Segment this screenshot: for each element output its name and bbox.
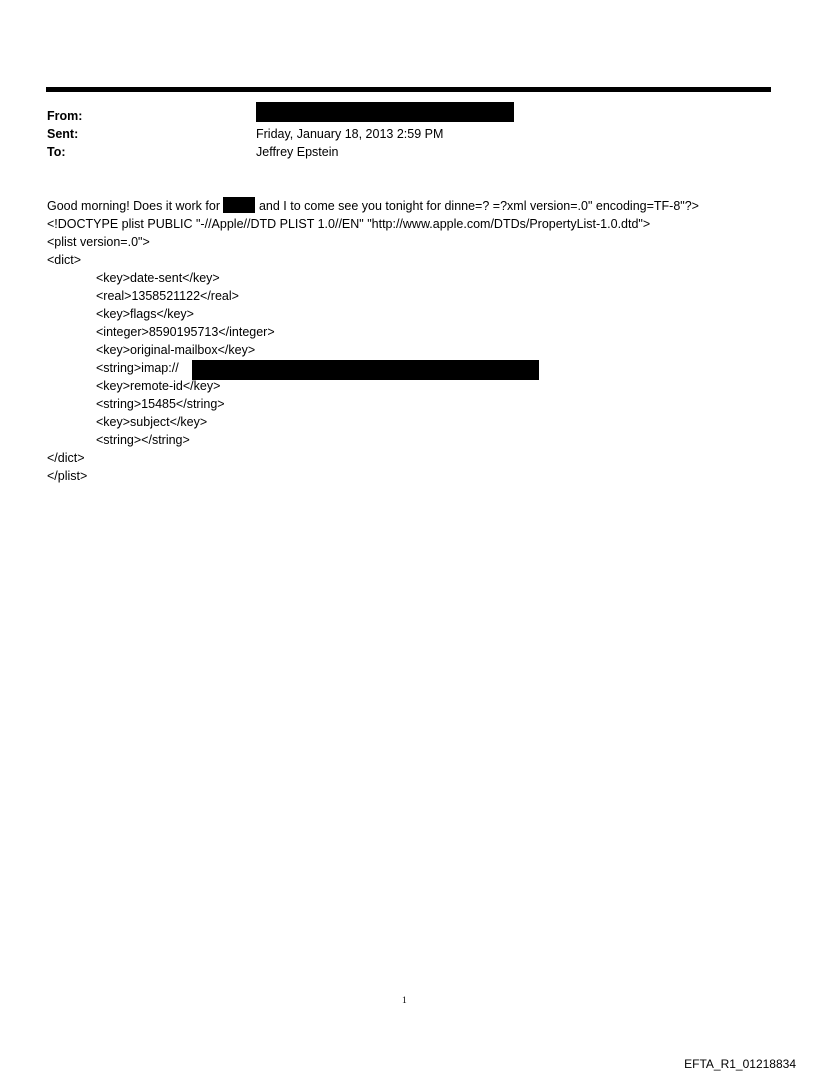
plist-line: <real>1358521122</real> xyxy=(96,289,239,303)
body-line-dict-open: <dict> xyxy=(47,253,82,267)
sent-value: Friday, January 18, 2013 2:59 PM xyxy=(256,127,444,141)
plist-line-mailbox xyxy=(96,359,179,377)
body-line-plist-open: <plist version=.0"> xyxy=(47,235,150,249)
body-line-greeting xyxy=(47,197,699,215)
mailbox-redaction xyxy=(192,360,539,380)
body-line-plist-close: </plist> xyxy=(47,469,88,483)
from-label: From: xyxy=(47,109,83,123)
to-value: Jeffrey Epstein xyxy=(256,145,339,159)
name-redaction xyxy=(223,197,255,213)
page-number: 1 xyxy=(402,996,407,1006)
plist-line: <key>flags</key> xyxy=(96,307,194,321)
bates-number: EFTA_R1_01218834 xyxy=(684,1057,796,1071)
plist-line: <string>15485</string> xyxy=(96,397,225,411)
body-line-doctype: <!DOCTYPE plist PUBLIC "-//Apple//DTD PLIST 1.0//EN" "http://www.apple.com/DTDs/PropertyList-1.0.dtd"> xyxy=(47,217,651,231)
header-rule xyxy=(46,87,771,92)
plist-line: <key>remote-id</key> xyxy=(96,379,221,393)
to-label: To: xyxy=(47,145,66,159)
plist-line: <key>subject</key> xyxy=(96,415,208,429)
from-redaction xyxy=(256,102,514,122)
plist-line: <key>date-sent</key> xyxy=(96,271,220,285)
plist-line: <key>original-mailbox</key> xyxy=(96,343,256,357)
greeting-text-start: Good morning! Does it work for xyxy=(47,199,224,213)
mailbox-text: <string>imap:// xyxy=(96,361,179,375)
body-line-dict-close: </dict> xyxy=(47,451,85,465)
plist-line: <string></string> xyxy=(96,433,190,447)
sent-label: Sent: xyxy=(47,127,79,141)
greeting-text-end: and I to come see you tonight for dinne=? =?xml version=.0" encoding=TF-8"?> xyxy=(255,199,699,213)
plist-line: <integer>8590195713</integer> xyxy=(96,325,275,339)
